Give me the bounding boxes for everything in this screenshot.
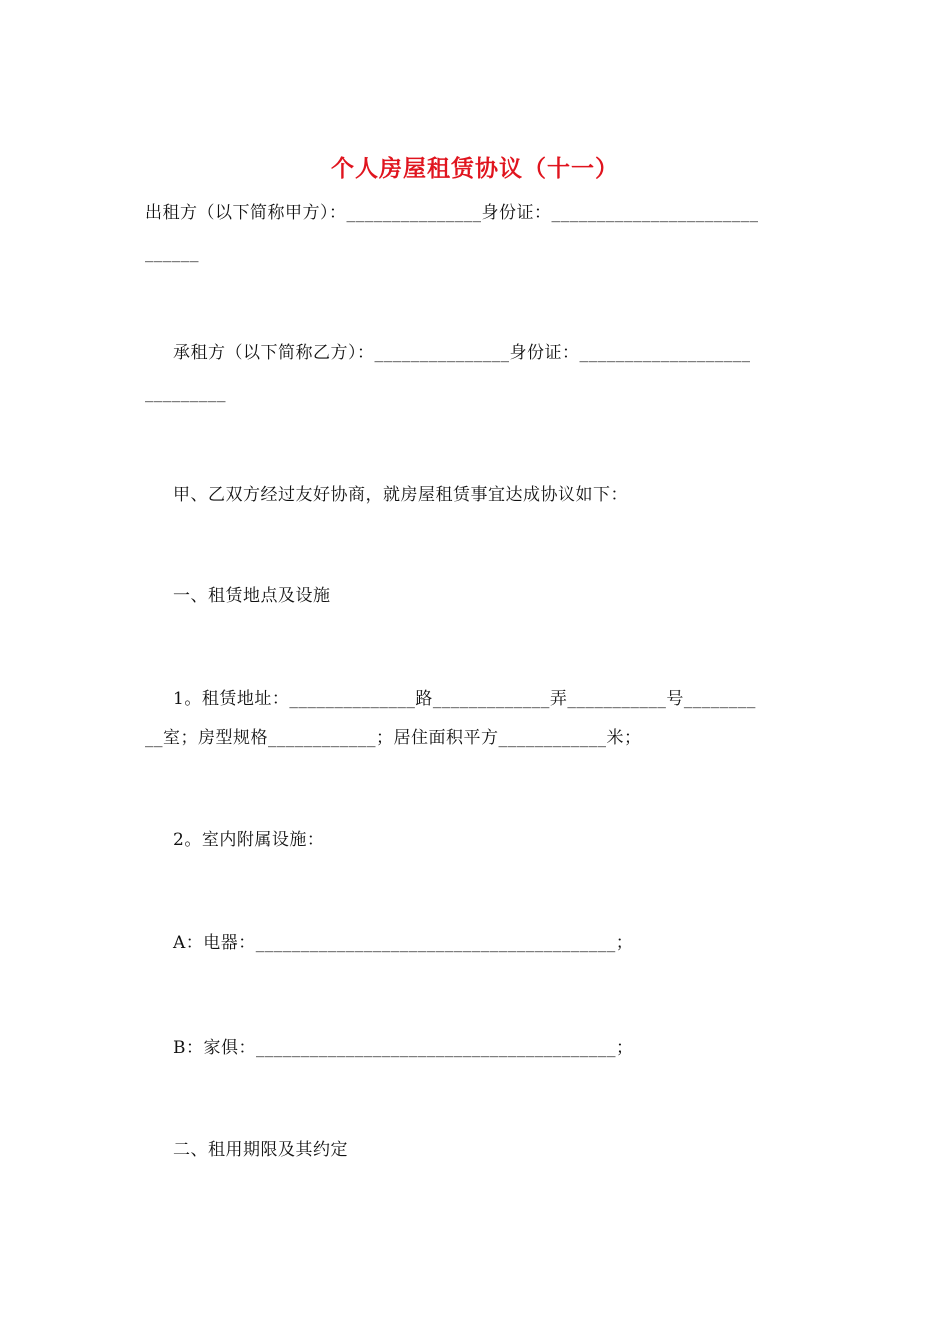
rental-address-line: 1。租赁地址：______________路_____________弄___________号________: [173, 689, 756, 709]
furniture-line: B：家俱：________________________________________；: [173, 1038, 634, 1058]
lessee-line: 承租方（以下简称乙方）：_______________身份证：___________________: [173, 343, 751, 363]
agreement-intro: 甲、乙双方经过友好协商，就房屋租赁事宜达成协议如下：: [173, 485, 628, 505]
appliances-line: A：电器：________________________________________；: [173, 933, 634, 953]
facilities-heading: 2。室内附属设施：: [173, 830, 325, 850]
lessee-line-continued: _________: [145, 383, 226, 403]
lessor-line: 出租方（以下简称甲方）：_______________身份证：_______________________: [145, 203, 759, 223]
section-2-heading: 二、租用期限及其约定: [173, 1140, 348, 1160]
rental-address-line-continued: __室；房型规格____________；居住面积平方____________米；: [145, 728, 642, 748]
lessor-line-continued: ______: [145, 243, 199, 263]
document-title: 个人房屋租赁协议（十一）: [331, 155, 619, 182]
section-1-heading: 一、租赁地点及设施: [173, 586, 331, 606]
